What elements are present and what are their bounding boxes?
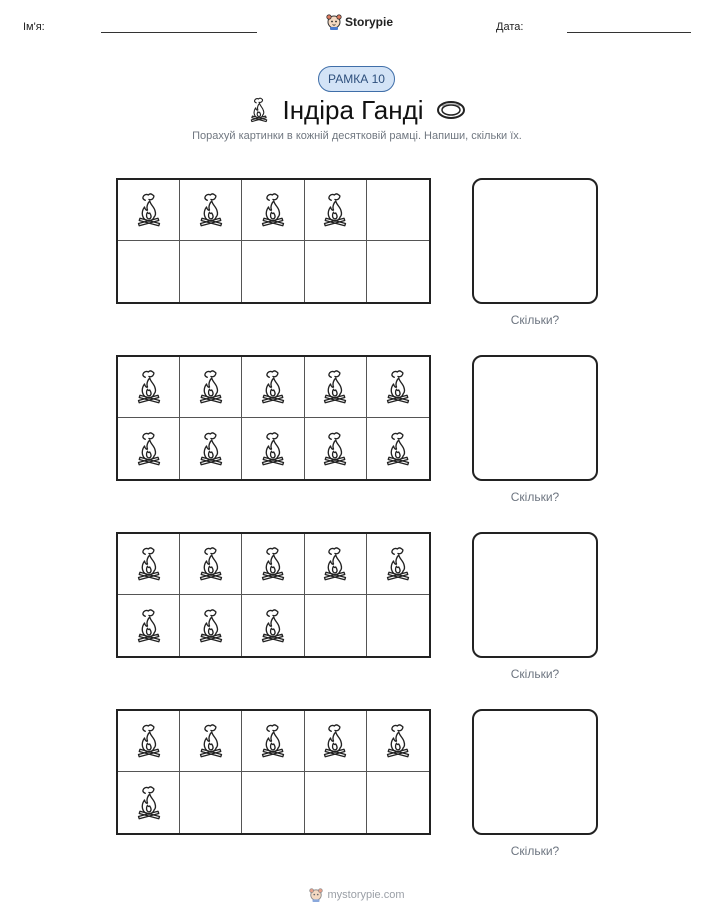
campfire-icon [134, 192, 164, 228]
campfire-icon [196, 192, 226, 228]
campfire-icon [196, 369, 226, 405]
frame-cell [118, 357, 180, 418]
answer-box[interactable] [472, 178, 598, 304]
how-many-label: Скільки? [510, 844, 560, 858]
frame-cell [242, 241, 304, 302]
campfire-icon [320, 723, 350, 759]
name-line[interactable] [101, 32, 257, 33]
answer-box[interactable] [472, 709, 598, 835]
frame-cell [118, 534, 180, 595]
frame-cell [118, 595, 180, 656]
ten-frame [116, 709, 431, 835]
campfire-icon [134, 369, 164, 405]
frame-cell [367, 772, 429, 833]
frame-cell [367, 241, 429, 302]
campfire-icon [258, 369, 288, 405]
ten-frame [116, 178, 431, 304]
how-many-label: Скільки? [510, 313, 560, 327]
frame-cell [305, 180, 367, 241]
campfire-icon [258, 608, 288, 644]
answer-box[interactable] [472, 355, 598, 481]
frame-badge: РАМКА 10 [318, 66, 395, 92]
answer-box[interactable] [472, 532, 598, 658]
frame-cell [180, 711, 242, 772]
frame-cell [180, 180, 242, 241]
frame-cell [367, 595, 429, 656]
frame-cell [305, 595, 367, 656]
frame-cell [305, 241, 367, 302]
campfire-icon [383, 723, 413, 759]
campfire-icon [258, 431, 288, 467]
frame-cell [242, 418, 304, 479]
frame-cell [180, 595, 242, 656]
campfire-icon [134, 546, 164, 582]
footer-url[interactable]: mystorypie.com [327, 889, 405, 901]
frame-cell [305, 711, 367, 772]
frame-cell [180, 357, 242, 418]
frame-cell [367, 711, 429, 772]
campfire-icon [196, 608, 226, 644]
brand-logo [326, 12, 393, 32]
campfire-icon [196, 431, 226, 467]
campfire-icon [134, 431, 164, 467]
campfire-icon [383, 546, 413, 582]
frame-cell [242, 357, 304, 418]
ring-icon [436, 99, 466, 121]
frame-cell [118, 772, 180, 833]
how-many-label: Скільки? [510, 667, 560, 681]
campfire-icon [134, 723, 164, 759]
frame-cell [180, 241, 242, 302]
footer [0, 884, 714, 906]
frame-cell [305, 418, 367, 479]
frame-cell [118, 418, 180, 479]
date-label: Дата: [496, 21, 524, 33]
frame-cell [305, 534, 367, 595]
ten-frame [116, 355, 431, 481]
storypie-mascot-icon [326, 13, 342, 31]
frame-cell [367, 418, 429, 479]
campfire-icon [134, 608, 164, 644]
frame-cell [305, 357, 367, 418]
campfire-icon [258, 546, 288, 582]
ten-frame [116, 532, 431, 658]
brand-name: Storypie [345, 15, 394, 29]
page-title: Індіра Ганді [282, 94, 424, 125]
campfire-icon [258, 723, 288, 759]
frame-cell [367, 357, 429, 418]
name-label: Ім'я: [23, 21, 45, 33]
campfire-icon [134, 785, 164, 821]
campfire-icon [248, 97, 270, 123]
frame-cell [180, 534, 242, 595]
campfire-icon [196, 546, 226, 582]
frame-cell [305, 772, 367, 833]
campfire-icon [383, 369, 413, 405]
title-row [0, 92, 714, 128]
campfire-icon [320, 192, 350, 228]
frame-cell [242, 711, 304, 772]
frame-cell [118, 241, 180, 302]
campfire-icon [320, 369, 350, 405]
frame-cell [180, 418, 242, 479]
frame-cell [118, 711, 180, 772]
frame-cell [242, 772, 304, 833]
frame-cell [367, 180, 429, 241]
frame-cell [367, 534, 429, 595]
campfire-icon [320, 431, 350, 467]
campfire-icon [383, 431, 413, 467]
how-many-label: Скільки? [510, 490, 560, 504]
frame-cell [242, 534, 304, 595]
campfire-icon [196, 723, 226, 759]
frame-cell [242, 595, 304, 656]
frame-cell [180, 772, 242, 833]
instruction-text: Порахуй картинки в кожній десятковій рамці. Напиши, скільки їх. [192, 130, 522, 142]
campfire-icon [320, 546, 350, 582]
storypie-mascot-icon [309, 887, 323, 903]
date-line[interactable] [567, 32, 691, 33]
frame-cell [242, 180, 304, 241]
frame-cell [118, 180, 180, 241]
campfire-icon [258, 192, 288, 228]
